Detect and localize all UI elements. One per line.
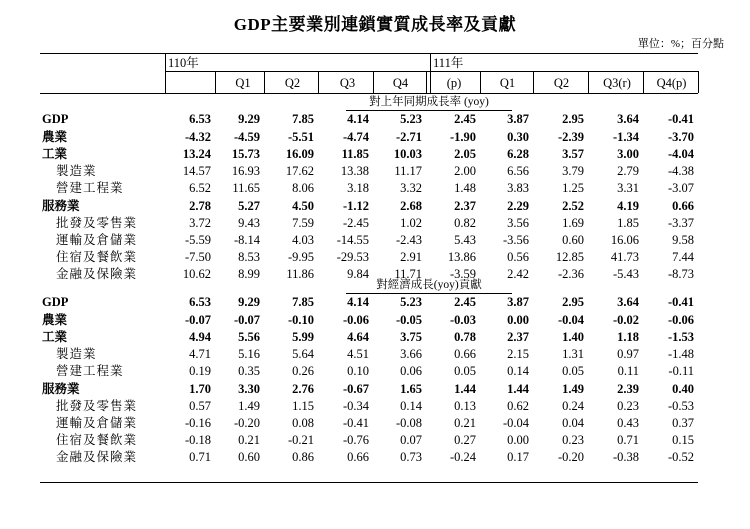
rule-line <box>165 71 698 72</box>
value-cell: 0.08 <box>292 415 314 430</box>
value-cell: -0.07 <box>184 313 211 328</box>
value-cell: 8.53 <box>238 249 260 264</box>
value-cell: 1.65 <box>400 381 422 396</box>
value-cell: 2.68 <box>400 198 422 213</box>
value-cell: -2.36 <box>557 266 584 281</box>
value-cell: -0.52 <box>667 449 694 464</box>
column-header: Q1 <box>235 76 251 90</box>
value-cell: 0.71 <box>617 432 639 447</box>
value-cell: 0.05 <box>562 364 584 379</box>
value-cell: 4.94 <box>189 330 211 345</box>
value-cell: 3.56 <box>507 215 529 230</box>
value-cell: -14.55 <box>336 232 369 247</box>
value-cell: 3.57 <box>562 147 584 162</box>
value-cell: 0.60 <box>238 449 260 464</box>
value-cell: 0.40 <box>672 381 694 396</box>
column-divider <box>643 71 644 93</box>
value-cell: 0.00 <box>507 432 529 447</box>
value-cell: 0.71 <box>189 449 211 464</box>
value-cell: 2.37 <box>507 330 529 345</box>
value-cell: 0.30 <box>507 130 529 145</box>
column-header: Q4(p) <box>656 76 687 90</box>
value-cell: -7.50 <box>184 249 211 264</box>
value-cell: 0.43 <box>617 415 639 430</box>
year-label-111: 111年 <box>433 56 464 70</box>
value-cell: 2.95 <box>562 112 584 126</box>
row-label: 工業 <box>42 330 68 345</box>
row-label: 批發及零售業 <box>56 215 138 230</box>
value-cell: -0.08 <box>395 415 422 430</box>
value-cell: 0.11 <box>617 364 639 379</box>
value-cell: 1.69 <box>562 215 584 230</box>
value-cell: 0.66 <box>347 449 369 464</box>
value-cell: 13.38 <box>340 164 369 179</box>
value-cell: 0.35 <box>238 364 260 379</box>
value-cell: 3.30 <box>238 381 260 396</box>
row-label: 農業 <box>42 130 68 145</box>
section-title: 對上年同期成長率 (yoy) <box>369 96 489 108</box>
value-cell: 0.17 <box>507 449 529 464</box>
value-cell: 15.73 <box>231 147 260 162</box>
value-cell: 2.95 <box>562 295 584 309</box>
value-cell: 11.86 <box>286 266 314 281</box>
value-cell: 5.23 <box>400 295 422 309</box>
value-cell: 1.18 <box>617 330 639 345</box>
value-cell: -0.34 <box>342 398 369 413</box>
value-cell: -1.12 <box>342 198 369 213</box>
value-cell: 1.02 <box>400 215 422 230</box>
row-label: GDP <box>42 112 69 126</box>
value-cell: 3.32 <box>400 181 422 196</box>
value-cell: -0.20 <box>557 449 584 464</box>
section-title: 對經濟成長(yoy)貢獻 <box>376 279 482 291</box>
column-divider <box>165 53 166 93</box>
value-cell: 9.29 <box>238 112 260 126</box>
value-cell: 10.62 <box>182 266 211 281</box>
value-cell: 2.29 <box>507 198 529 213</box>
rule-line <box>40 93 698 94</box>
value-cell: 1.70 <box>189 381 211 396</box>
value-cell: 0.00 <box>507 313 529 328</box>
unit-note: 單位：%；百分點 <box>637 38 724 50</box>
value-cell: 6.53 <box>189 112 211 126</box>
value-cell: -0.24 <box>449 449 476 464</box>
value-cell: 2.45 <box>454 112 476 126</box>
value-cell: 13.86 <box>447 249 476 264</box>
value-cell: 5.23 <box>400 112 422 126</box>
value-cell: 3.87 <box>507 112 529 126</box>
value-cell: 1.40 <box>562 330 584 345</box>
value-cell: 1.31 <box>562 347 584 362</box>
value-cell: 17.62 <box>285 164 314 179</box>
value-cell: -1.48 <box>667 347 694 362</box>
value-cell: 16.93 <box>231 164 260 179</box>
column-divider <box>698 71 699 93</box>
value-cell: 1.49 <box>238 398 260 413</box>
value-cell: -8.14 <box>233 232 260 247</box>
row-label: 金融及保險業 <box>56 266 138 281</box>
row-label: 運輸及倉儲業 <box>56 415 138 430</box>
value-cell: 0.66 <box>454 347 476 362</box>
row-label: 工業 <box>42 147 68 162</box>
value-cell: 16.06 <box>610 232 639 247</box>
value-cell: -2.43 <box>395 232 422 247</box>
value-cell: 0.10 <box>347 364 369 379</box>
value-cell: 3.87 <box>507 295 529 309</box>
column-header: Q4 <box>392 76 409 90</box>
row-label: 營建工程業 <box>56 181 124 196</box>
value-cell: -3.56 <box>502 232 529 247</box>
column-divider <box>373 71 374 93</box>
value-cell: 5.43 <box>454 232 476 247</box>
value-cell: -4.32 <box>184 130 211 145</box>
value-cell: 1.25 <box>562 181 584 196</box>
value-cell: -3.07 <box>667 181 694 196</box>
value-cell: 0.23 <box>617 398 639 413</box>
value-cell: 0.62 <box>507 398 529 413</box>
value-cell: 4.14 <box>347 112 369 126</box>
value-cell: 1.48 <box>454 181 476 196</box>
row-label: 製造業 <box>56 347 97 362</box>
value-cell: -0.10 <box>287 313 314 328</box>
row-label: 農業 <box>42 313 68 328</box>
value-cell: -0.11 <box>668 364 694 379</box>
value-cell: 9.29 <box>238 295 260 309</box>
value-cell: 3.66 <box>400 347 422 362</box>
value-cell: 6.52 <box>189 181 211 196</box>
value-cell: 6.53 <box>189 295 211 309</box>
value-cell: -0.06 <box>342 313 369 328</box>
value-cell: -4.38 <box>667 164 694 179</box>
value-cell: 0.57 <box>189 398 211 413</box>
value-cell: -3.59 <box>449 266 476 281</box>
value-cell: -4.59 <box>233 130 260 145</box>
value-cell: -5.43 <box>612 266 639 281</box>
value-cell: -0.04 <box>502 415 529 430</box>
value-cell: 2.91 <box>400 249 422 264</box>
value-cell: -0.05 <box>395 313 422 328</box>
value-cell: 2.79 <box>617 164 639 179</box>
value-cell: 3.64 <box>617 295 639 309</box>
value-cell: 3.64 <box>617 112 639 126</box>
value-cell: -2.71 <box>395 130 422 145</box>
value-cell: 2.52 <box>562 198 584 213</box>
value-cell: -0.20 <box>233 415 260 430</box>
value-cell: -0.38 <box>612 449 639 464</box>
column-header: Q2 <box>553 76 570 90</box>
value-cell: 0.66 <box>672 198 694 213</box>
value-cell: -1.53 <box>667 330 694 345</box>
value-cell: 1.85 <box>617 215 639 230</box>
column-divider <box>533 71 534 93</box>
value-cell: 0.86 <box>292 449 314 464</box>
value-cell: 0.06 <box>400 364 422 379</box>
value-cell: 11.65 <box>232 181 260 196</box>
value-cell: -0.04 <box>557 313 584 328</box>
value-cell: 4.14 <box>347 295 369 309</box>
value-cell: 13.24 <box>182 147 211 162</box>
value-cell: 9.84 <box>347 266 369 281</box>
value-cell: 8.06 <box>292 181 314 196</box>
value-cell: 8.99 <box>238 266 260 281</box>
column-divider <box>480 71 481 93</box>
value-cell: 1.49 <box>562 381 584 396</box>
value-cell: -0.02 <box>612 313 639 328</box>
value-cell: 2.45 <box>454 295 476 309</box>
value-cell: -5.59 <box>184 232 211 247</box>
value-cell: 5.56 <box>238 330 260 345</box>
value-cell: 2.42 <box>507 266 529 281</box>
value-cell: -3.37 <box>667 215 694 230</box>
value-cell: -8.73 <box>667 266 694 281</box>
value-cell: 11.17 <box>394 164 422 179</box>
value-cell: 0.07 <box>400 432 422 447</box>
value-cell: 12.85 <box>555 249 584 264</box>
value-cell: -0.07 <box>233 313 260 328</box>
value-cell: 7.85 <box>292 112 314 126</box>
column-header: Q2 <box>284 76 301 90</box>
value-cell: 1.44 <box>507 381 529 396</box>
value-cell: 3.00 <box>617 147 639 162</box>
document-title: GDP主要業別連鎖實質成長率及貢獻 <box>233 15 517 34</box>
row-label: 製造業 <box>56 164 97 179</box>
value-cell: 2.78 <box>189 198 211 213</box>
value-cell: -1.90 <box>449 130 476 145</box>
value-cell: -0.06 <box>667 313 694 328</box>
value-cell: 4.71 <box>189 347 211 362</box>
value-cell: 0.14 <box>400 398 422 413</box>
value-cell: 2.39 <box>617 381 639 396</box>
value-cell: 4.19 <box>617 198 639 213</box>
rule-line <box>40 53 698 54</box>
value-cell: -0.41 <box>667 112 694 126</box>
value-cell: -9.95 <box>287 249 314 264</box>
column-header: Q3(r) <box>603 76 631 90</box>
value-cell: 3.72 <box>189 215 211 230</box>
value-cell: 0.37 <box>672 415 694 430</box>
value-cell: -1.34 <box>612 130 639 145</box>
value-cell: 3.79 <box>562 164 584 179</box>
value-cell: -0.76 <box>342 432 369 447</box>
column-header: Q3 <box>339 76 356 90</box>
row-label: 服務業 <box>42 381 80 396</box>
value-cell: -2.39 <box>557 130 584 145</box>
value-cell: -5.51 <box>287 130 314 145</box>
value-cell: 11.71 <box>394 266 422 281</box>
value-cell: 41.73 <box>610 249 639 264</box>
column-divider <box>318 71 319 93</box>
value-cell: -0.53 <box>667 398 694 413</box>
year-label-110: 110年 <box>168 56 199 70</box>
column-divider <box>426 71 427 93</box>
value-cell: -0.67 <box>342 381 369 396</box>
value-cell: 0.27 <box>454 432 476 447</box>
row-label: GDP <box>42 295 69 309</box>
value-cell: 0.56 <box>507 249 529 264</box>
value-cell: 5.16 <box>238 347 260 362</box>
value-cell: 0.60 <box>562 232 584 247</box>
row-label: 住宿及餐飲業 <box>56 432 138 447</box>
row-label: 服務業 <box>42 198 80 213</box>
value-cell: 0.05 <box>454 364 476 379</box>
row-label: 批發及零售業 <box>56 398 138 413</box>
value-cell: 0.97 <box>617 347 639 362</box>
value-cell: 2.76 <box>292 381 314 396</box>
value-cell: 2.05 <box>454 147 476 162</box>
value-cell: 4.03 <box>292 232 314 247</box>
value-cell: 0.24 <box>562 398 584 413</box>
value-cell: 7.59 <box>292 215 314 230</box>
column-header: Q1 <box>499 76 516 90</box>
value-cell: 0.04 <box>562 415 584 430</box>
value-cell: 0.13 <box>454 398 476 413</box>
value-cell: 9.58 <box>672 232 694 247</box>
value-cell: -0.18 <box>184 432 211 447</box>
rule-line <box>40 482 698 483</box>
value-cell: -3.70 <box>667 130 694 145</box>
value-cell: -0.03 <box>449 313 476 328</box>
value-cell: 5.64 <box>292 347 314 362</box>
value-cell: 10.03 <box>393 147 422 162</box>
value-cell: 0.14 <box>507 364 529 379</box>
value-cell: 0.82 <box>454 215 476 230</box>
value-cell: 6.28 <box>507 147 529 162</box>
value-cell: 4.64 <box>347 330 369 345</box>
value-cell: -0.21 <box>287 432 314 447</box>
value-cell: 0.73 <box>400 449 422 464</box>
value-cell: 1.44 <box>454 381 476 396</box>
value-cell: 2.37 <box>454 198 476 213</box>
value-cell: -0.41 <box>667 295 694 309</box>
value-cell: -4.04 <box>667 147 694 162</box>
value-cell: 7.44 <box>672 249 694 264</box>
value-cell: 3.83 <box>507 181 529 196</box>
row-label: 住宿及餐飲業 <box>56 249 138 264</box>
value-cell: 9.43 <box>238 215 260 230</box>
value-cell: 0.19 <box>189 364 211 379</box>
value-cell: 5.99 <box>292 330 314 345</box>
value-cell: 4.51 <box>347 347 369 362</box>
value-cell: 0.15 <box>672 432 694 447</box>
value-cell: 5.27 <box>238 198 260 213</box>
value-cell: 6.56 <box>507 164 529 179</box>
value-cell: 14.57 <box>182 164 211 179</box>
value-cell: 0.78 <box>454 330 476 345</box>
value-cell: 2.00 <box>454 164 476 179</box>
value-cell: 2.15 <box>507 347 529 362</box>
value-cell: 3.18 <box>347 181 369 196</box>
column-divider <box>264 71 265 93</box>
value-cell: 0.21 <box>238 432 260 447</box>
value-cell: 16.09 <box>285 147 314 162</box>
value-cell: 3.75 <box>400 330 422 345</box>
row-label: 金融及保險業 <box>56 449 138 464</box>
row-label: 營建工程業 <box>56 364 124 379</box>
value-cell: 3.31 <box>617 181 639 196</box>
column-header: (p) <box>446 76 462 90</box>
value-cell: -0.16 <box>184 415 211 430</box>
value-cell: -2.45 <box>342 215 369 230</box>
value-cell: 0.26 <box>292 364 314 379</box>
value-cell: 4.50 <box>292 198 314 213</box>
column-divider <box>588 71 589 93</box>
column-divider <box>215 71 216 93</box>
value-cell: 0.23 <box>562 432 584 447</box>
value-cell: 1.15 <box>292 398 314 413</box>
value-cell: 0.21 <box>454 415 476 430</box>
value-cell: -0.41 <box>342 415 369 430</box>
value-cell: 11.85 <box>341 147 369 162</box>
value-cell: -29.53 <box>336 249 369 264</box>
row-label: 運輸及倉儲業 <box>56 232 138 247</box>
value-cell: -4.74 <box>342 130 369 145</box>
value-cell: 7.85 <box>292 295 314 309</box>
